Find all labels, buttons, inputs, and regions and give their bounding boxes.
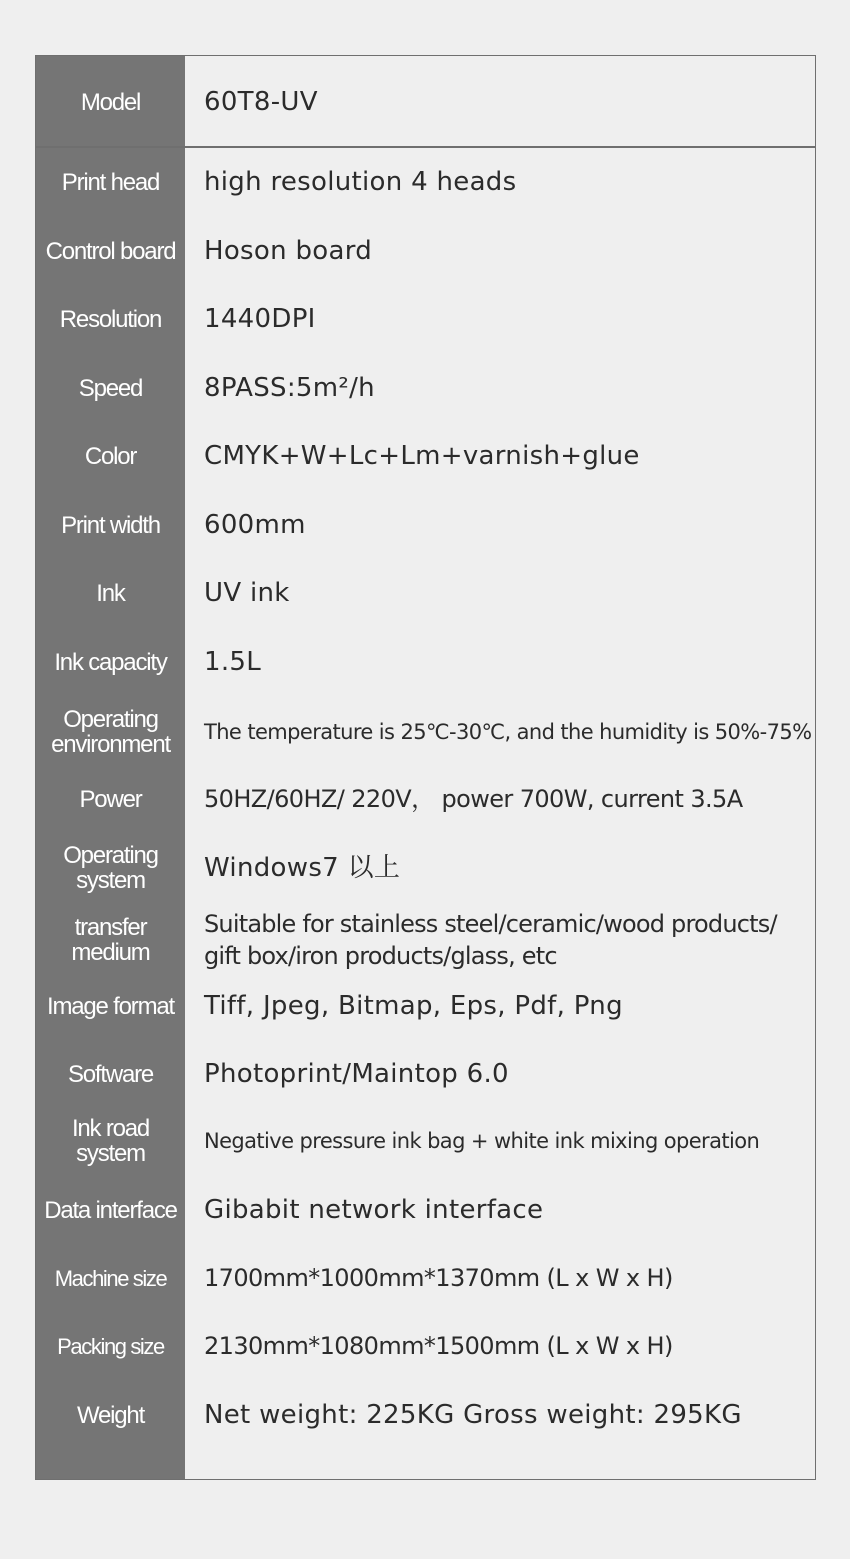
spec-label: Print head [61, 168, 160, 196]
spec-value: 50HZ/60HZ/ 220V， power 700W, current 3.5A [204, 785, 743, 813]
spec-row-packing-size [36, 1316, 815, 1376]
spec-value: high resolution 4 heads [204, 167, 517, 197]
spec-row-image-format [36, 976, 815, 1036]
spec-label: Resolution [59, 305, 162, 333]
spec-value: 1440DPI [204, 304, 316, 334]
spec-row-machine-size [36, 1248, 815, 1308]
spec-row-ink-capacity [36, 632, 815, 692]
spec-value: 60T8-UV [204, 87, 318, 117]
spec-label: Ink capacity [54, 648, 167, 676]
spec-value: UV ink [204, 578, 290, 608]
spec-row-model [36, 72, 815, 132]
spec-row-operating-environment [36, 702, 815, 762]
spec-row-ink [36, 563, 815, 623]
spec-row-print-width [36, 495, 815, 555]
spec-value: 8PASS:5m²/h [204, 373, 375, 403]
spec-value: 1.5L [204, 647, 262, 677]
spec-label: Color [84, 442, 137, 470]
spec-label: Print width [61, 511, 160, 539]
spec-row-resolution [36, 289, 815, 349]
spec-label: Machine size [54, 1265, 167, 1291]
spec-value: The temperature is 25℃-30℃, and the humidity is 50%-75% [204, 720, 812, 744]
spec-value: Net weight: 225KG Gross weight: 295KG [204, 1400, 742, 1430]
spec-value: Suitable for stainless steel/ceramic/wood products/ gift box/iron products/glass, etc [204, 910, 777, 970]
spec-row-weight [36, 1385, 815, 1445]
spec-value: 2130mm*1080mm*1500mm (L x W x H) [204, 1332, 673, 1360]
spec-row-ink-road-system [36, 1111, 815, 1171]
header-divider [36, 146, 815, 148]
spec-row-software [36, 1044, 815, 1104]
spec-label: Data interface [44, 1196, 177, 1224]
spec-row-speed [36, 358, 815, 418]
spec-row-transfer-medium [36, 908, 815, 972]
spec-label: Image format [47, 992, 174, 1020]
spec-value: Hoson board [204, 236, 373, 266]
spec-row-operating-system [36, 838, 815, 898]
spec-label: Control board [45, 237, 176, 265]
spec-row-data-interface [36, 1180, 815, 1240]
spec-value: Windows7 以上 [204, 853, 401, 883]
spec-row-print-head [36, 152, 815, 212]
spec-label: Operating environment [51, 706, 170, 758]
spec-row-power [36, 769, 815, 829]
spec-label: transfer medium [71, 914, 150, 966]
spec-value: Negative pressure ink bag + white ink mixing operation [204, 1129, 760, 1153]
spec-table [35, 55, 816, 1480]
spec-label: Weight [76, 1401, 145, 1429]
spec-value: 600mm [204, 510, 306, 540]
spec-label: Model [80, 88, 141, 116]
spec-label: Ink road system [71, 1115, 150, 1167]
spec-label: Software [67, 1060, 154, 1088]
spec-label: Packing size [57, 1333, 164, 1359]
spec-value: 1700mm*1000mm*1370mm (L x W x H) [204, 1264, 673, 1292]
spec-value: CMYK+W+Lc+Lm+varnish+glue [204, 441, 640, 471]
spec-value: Tiff, Jpeg, Bitmap, Eps, Pdf, Png [204, 991, 623, 1021]
spec-label: Power [79, 785, 142, 813]
spec-label: Speed [78, 374, 143, 402]
spec-row-color [36, 426, 815, 486]
spec-label: Ink [96, 579, 125, 607]
spec-value: Gibabit network interface [204, 1195, 544, 1225]
spec-row-control-board [36, 221, 815, 281]
spec-value: Photoprint/Maintop 6.0 [204, 1059, 509, 1089]
spec-label: Operating system [63, 842, 158, 894]
